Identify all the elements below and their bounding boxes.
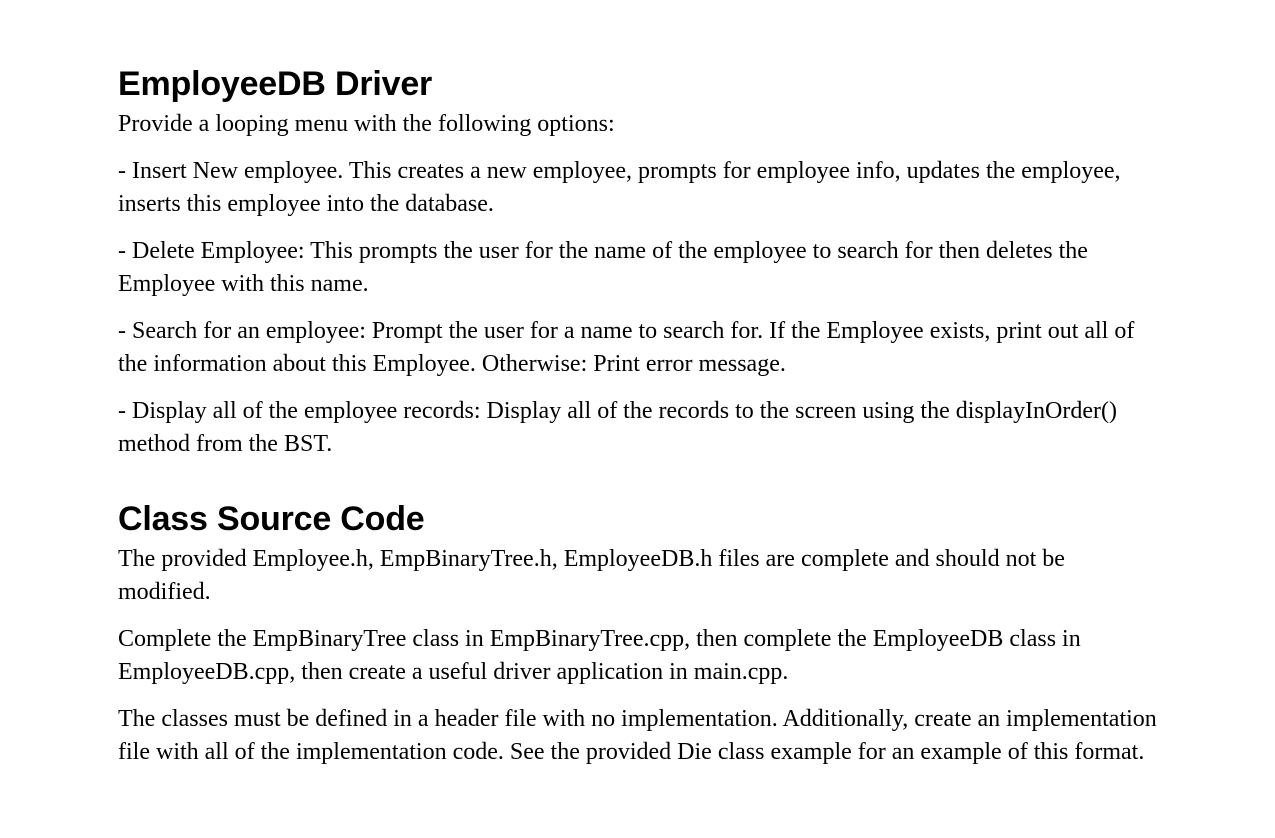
menu-option-display: - Display all of the employee records: Display all of the records to the screen using the displayInOrder() method from the BST. xyxy=(118,398,1118,457)
menu-option-insert: - Insert New employee. This creates a new employee, prompts for employee info, updates the employee, inserts this employee into the database. xyxy=(118,158,1121,217)
paragraph-provided-files: The provided Employee.h, EmpBinaryTree.h, EmployeeDB.h files are complete and should not be modified. xyxy=(118,546,1065,605)
paragraph-header-format: The classes must be defined in a header file with no implementation. Additionally, create an implementation file with all of the implementation code. See the provided Die class example for an example of this format. xyxy=(118,706,1157,765)
section-class-source-code xyxy=(118,497,1158,769)
intro-paragraph: Provide a looping menu with the following options: xyxy=(118,111,615,137)
document-page xyxy=(118,62,1158,783)
section-heading: Class Source Code xyxy=(118,500,425,538)
menu-option-delete: - Delete Employee: This prompts the user for the name of the employee to search for then deletes the Employee with this name. xyxy=(118,238,1088,297)
paragraph-complete-classes: Complete the EmpBinaryTree class in EmpBinaryTree.cpp, then complete the EmployeeDB class in EmployeeDB.cpp, then create a useful driver application in main.cpp. xyxy=(118,626,1081,685)
section-heading: EmployeeDB Driver xyxy=(118,65,433,103)
menu-option-search: - Search for an employee: Prompt the user for a name to search for. If the Employee exists, print out all of the information about this Employee. Otherwise: Print error message. xyxy=(118,318,1135,377)
section-employeedb-driver xyxy=(118,62,1158,461)
